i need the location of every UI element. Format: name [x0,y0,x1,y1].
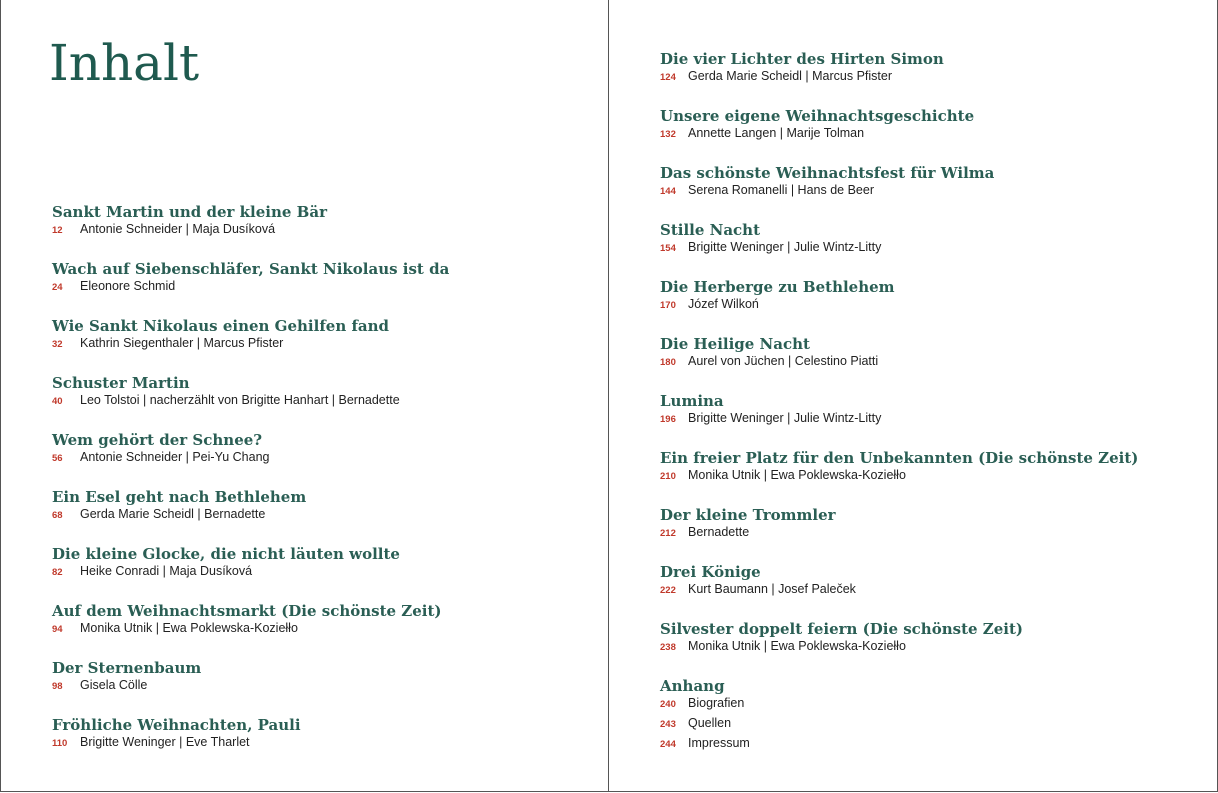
toc-entry [660,448,1138,505]
entry-title: Silvester doppelt feiern (Die schönste Zeit) [660,620,1023,638]
toc-entry [660,334,1138,391]
page-number: 222 [660,585,676,596]
entry-title: Die Herberge zu Bethlehem [660,278,895,296]
page-number: 243 [660,719,676,730]
page-number: 154 [660,243,676,254]
entry-title: Unsere eigene Weihnachtsgeschichte [660,107,975,125]
entry-title: Ein Esel geht nach Bethlehem [52,488,307,506]
page-number: 212 [660,528,676,539]
entry-title: Fröhliche Weihnachten, Pauli [52,716,301,734]
entry-title: Die vier Lichter des Hirten Simon [660,50,944,68]
entry-meta [660,183,1138,205]
page-number: 238 [660,642,676,653]
entry-meta [52,450,449,472]
entry-title: Der Sternenbaum [52,659,202,677]
toc-entry [660,505,1138,562]
entry-title: Lumina [660,392,724,410]
page-number: 144 [660,186,676,197]
entry-authors: Antonie Schneider | Pei-Yu Chang [80,450,270,464]
toc-entry [52,601,449,658]
entry-authors: Gerda Marie Scheidl | Bernadette [80,507,266,521]
toc-entry [52,544,449,601]
page-number: 244 [660,739,676,750]
entry-authors: Monika Utnik | Ewa Poklewska-Koziełło [688,639,906,653]
entry-meta [660,468,1138,490]
entry-meta [660,69,1138,91]
entry-authors: Monika Utnik | Ewa Poklewska-Koziełło [688,468,906,482]
entry-meta [52,678,449,700]
page-number: 12 [52,225,63,236]
entry-meta [52,507,449,529]
entry-meta [660,297,1138,319]
entry-authors: Monika Utnik | Ewa Poklewska-Koziełło [80,621,298,635]
toc-entry [660,562,1138,619]
entry-meta [660,240,1138,262]
entry-authors: Heike Conradi | Maja Dusíková [80,564,253,578]
entry-authors: Leo Tolstoi | nacherzählt von Brigitte Hanhart | Bernadette [80,393,400,407]
toc-entry [52,373,449,430]
page-number: 132 [660,129,676,140]
toc-entry [660,49,1138,106]
entry-title: Ein freier Platz für den Unbekannten (Die schönste Zeit) [660,449,1139,467]
page-number: 170 [660,300,676,311]
entry-meta [660,354,1138,376]
entry-meta [660,411,1138,433]
entry-authors: Brigitte Weninger | Julie Wintz-Litty [688,411,882,425]
entry-meta [660,582,1138,604]
page-number: 240 [660,699,676,710]
appendix-item [660,716,1138,736]
toc-left-column [52,202,449,772]
entry-authors: Annette Langen | Marije Tolman [688,126,865,140]
page-number: 68 [52,510,63,521]
page-number: 180 [660,357,676,368]
entry-meta [52,621,449,643]
entry-title: Drei Könige [660,563,761,581]
toc-entry [52,202,449,259]
page-number: 32 [52,339,63,350]
entry-title: Der kleine Trommler [660,506,836,524]
page-number: 124 [660,72,676,83]
appendix-item-label: Quellen [688,716,732,730]
page-number: 196 [660,414,676,425]
entry-authors: Gerda Marie Scheidl | Marcus Pfister [688,69,893,83]
entry-title: Wem gehört der Schnee? [52,431,263,449]
entry-authors: Serena Romanelli | Hans de Beer [688,183,874,197]
toc-entry [660,106,1138,163]
page-title: Inhalt [49,34,200,92]
entry-authors: Józef Wilkoń [688,297,759,311]
entry-title: Die kleine Glocke, die nicht läuten wollte [52,545,400,563]
entry-authors: Kathrin Siegenthaler | Marcus Pfister [80,336,284,350]
appendix-title: Anhang [660,677,725,695]
entry-title: Die Heilige Nacht [660,335,810,353]
entry-title: Das schönste Weihnachtsfest für Wilma [660,164,995,182]
toc-entry [52,715,449,772]
entry-meta [52,336,449,358]
toc-entry [52,487,449,544]
page-number: 98 [52,681,63,692]
page-number: 110 [52,738,68,749]
left-page [0,0,609,792]
entry-meta [660,126,1138,148]
toc-entry [660,391,1138,448]
toc-entry [52,430,449,487]
page-number: 82 [52,567,63,578]
appendix-item-label: Impressum [688,736,750,750]
entry-title: Auf dem Weihnachtsmarkt (Die schönste Zeit) [52,602,442,620]
right-page [609,0,1218,792]
appendix-item [660,736,1138,756]
entry-meta [52,222,449,244]
appendix-item-label: Biografien [688,696,745,710]
entry-authors: Kurt Baumann | Josef Paleček [688,582,856,596]
entry-meta [52,393,449,415]
entry-authors: Bernadette [688,525,750,539]
toc-entry [660,619,1138,676]
page-number: 210 [660,471,676,482]
toc-right-column [660,49,1138,756]
appendix-section [660,676,1138,756]
page-number: 56 [52,453,63,464]
entry-meta [52,564,449,586]
entry-title: Schuster Martin [52,374,190,392]
entry-meta [660,525,1138,547]
toc-entry [660,163,1138,220]
page-number: 94 [52,624,63,635]
entry-title: Wie Sankt Nikolaus einen Gehilfen fand [52,317,390,335]
toc-entry [52,658,449,715]
entry-meta [660,639,1138,661]
entry-title: Wach auf Siebenschläfer, Sankt Nikolaus ist da [52,260,450,278]
page-number: 24 [52,282,63,293]
entry-authors: Brigitte Weninger | Julie Wintz-Litty [688,240,882,254]
entry-meta [52,735,449,757]
entry-authors: Aurel von Jüchen | Celestino Piatti [688,354,879,368]
toc-entry [660,277,1138,334]
entry-meta [52,279,449,301]
entry-authors: Antonie Schneider | Maja Dusíková [80,222,276,236]
toc-entry [52,259,449,316]
appendix-item [660,696,1138,716]
entry-title: Stille Nacht [660,221,761,239]
entry-title: Sankt Martin und der kleine Bär [52,203,327,221]
toc-entry [660,220,1138,277]
entry-authors: Brigitte Weninger | Eve Tharlet [80,735,250,749]
page-number: 40 [52,396,63,407]
entry-authors: Eleonore Schmid [80,279,176,293]
entry-authors: Gisela Cölle [80,678,148,692]
toc-entry [52,316,449,373]
